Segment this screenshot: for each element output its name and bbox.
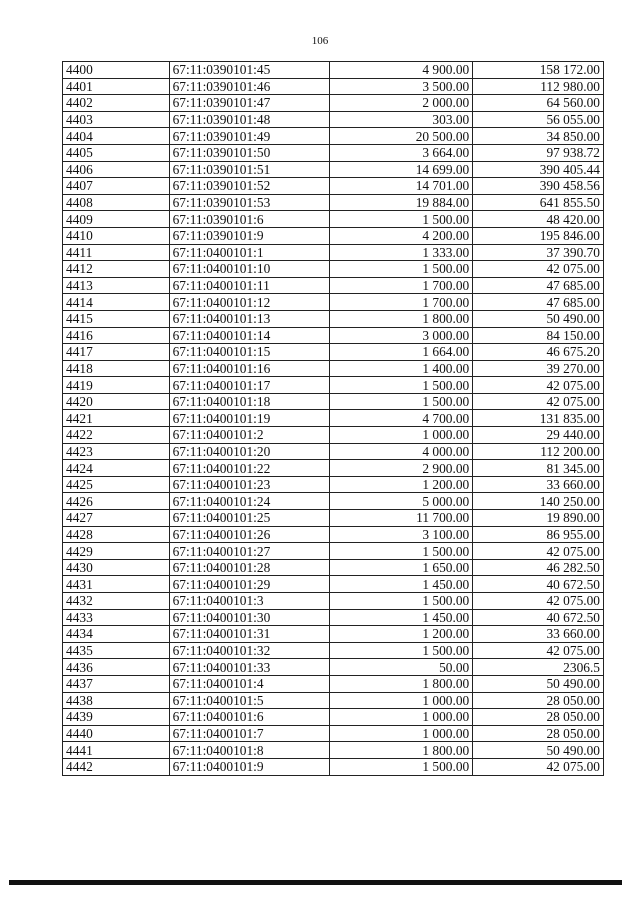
table-row: [63, 211, 604, 228]
row-number-cell: 4411: [63, 244, 170, 261]
value-cell: 2306.5: [473, 659, 604, 676]
area-cell: 1 400.00: [330, 360, 473, 377]
area-cell: 1 664.00: [330, 344, 473, 361]
value-cell: 40 672.50: [473, 609, 604, 626]
row-number-cell: 4434: [63, 626, 170, 643]
table-row: [63, 593, 604, 610]
area-cell: 2 900.00: [330, 460, 473, 477]
row-number-cell: 4414: [63, 294, 170, 311]
cadastral-number-cell: 67:11:0400101:10: [169, 261, 330, 278]
cadastral-number-cell: 67:11:0400101:25: [169, 510, 330, 527]
table-row: [63, 758, 604, 775]
value-cell: 37 390.70: [473, 244, 604, 261]
value-cell: 46 675.20: [473, 344, 604, 361]
cadastral-number-cell: 67:11:0400101:12: [169, 294, 330, 311]
cadastral-number-cell: 67:11:0400101:6: [169, 709, 330, 726]
area-cell: 11 700.00: [330, 510, 473, 527]
row-number-cell: 4412: [63, 261, 170, 278]
row-number-cell: 4404: [63, 128, 170, 145]
row-number-cell: 4437: [63, 675, 170, 692]
area-cell: 3 664.00: [330, 144, 473, 161]
value-cell: 42 075.00: [473, 642, 604, 659]
row-number-cell: 4401: [63, 78, 170, 95]
row-number-cell: 4405: [63, 144, 170, 161]
cadastral-number-cell: 67:11:0390101:45: [169, 62, 330, 79]
page-number: 106: [311, 35, 329, 47]
cadastral-number-cell: 67:11:0400101:5: [169, 692, 330, 709]
area-cell: 4 700.00: [330, 410, 473, 427]
value-cell: 47 685.00: [473, 277, 604, 294]
cadastral-number-cell: 67:11:0400101:2: [169, 427, 330, 444]
table-row: [63, 360, 604, 377]
cadastral-number-cell: 67:11:0400101:15: [169, 344, 330, 361]
row-number-cell: 4440: [63, 725, 170, 742]
table-row: [63, 111, 604, 128]
value-cell: 42 075.00: [473, 543, 604, 560]
cadastral-number-cell: 67:11:0400101:20: [169, 443, 330, 460]
value-cell: 28 050.00: [473, 692, 604, 709]
cadastral-number-cell: 67:11:0390101:51: [169, 161, 330, 178]
cadastral-number-cell: 67:11:0400101:16: [169, 360, 330, 377]
cadastral-number-cell: 67:11:0400101:29: [169, 576, 330, 593]
value-cell: 64 560.00: [473, 95, 604, 112]
row-number-cell: 4432: [63, 593, 170, 610]
value-cell: 34 850.00: [473, 128, 604, 145]
cadastral-number-cell: 67:11:0400101:31: [169, 626, 330, 643]
table-row: [63, 659, 604, 676]
value-cell: 47 685.00: [473, 294, 604, 311]
value-cell: 50 490.00: [473, 742, 604, 759]
row-number-cell: 4439: [63, 709, 170, 726]
table-row: [63, 510, 604, 527]
value-cell: 28 050.00: [473, 709, 604, 726]
value-cell: 33 660.00: [473, 626, 604, 643]
row-number-cell: 4421: [63, 410, 170, 427]
area-cell: 19 884.00: [330, 194, 473, 211]
value-cell: 158 172.00: [473, 62, 604, 79]
value-cell: 195 846.00: [473, 227, 604, 244]
row-number-cell: 4407: [63, 178, 170, 195]
table-row: [63, 576, 604, 593]
table-row: [63, 692, 604, 709]
table-row: [63, 277, 604, 294]
cadastral-number-cell: 67:11:0400101:13: [169, 310, 330, 327]
area-cell: 1 500.00: [330, 543, 473, 560]
row-number-cell: 4415: [63, 310, 170, 327]
table-row: [63, 227, 604, 244]
area-cell: 14 699.00: [330, 161, 473, 178]
value-cell: 50 490.00: [473, 310, 604, 327]
table-row: [63, 427, 604, 444]
area-cell: 1 500.00: [330, 211, 473, 228]
area-cell: 1 000.00: [330, 725, 473, 742]
table-row: [63, 294, 604, 311]
registry-table: [62, 61, 604, 776]
value-cell: 112 980.00: [473, 78, 604, 95]
table-row: [63, 460, 604, 477]
cadastral-number-cell: 67:11:0390101:9: [169, 227, 330, 244]
cadastral-number-cell: 67:11:0400101:7: [169, 725, 330, 742]
cadastral-number-cell: 67:11:0400101:23: [169, 476, 330, 493]
table-row: [63, 161, 604, 178]
table-row: [63, 327, 604, 344]
bottom-rule: [9, 880, 622, 885]
value-cell: 84 150.00: [473, 327, 604, 344]
row-number-cell: 4425: [63, 476, 170, 493]
table-row: [63, 609, 604, 626]
cadastral-number-cell: 67:11:0400101:32: [169, 642, 330, 659]
registry-table-body: [63, 62, 604, 776]
row-number-cell: 4409: [63, 211, 170, 228]
value-cell: 42 075.00: [473, 377, 604, 394]
table-row: [63, 62, 604, 79]
cadastral-number-cell: 67:11:0390101:47: [169, 95, 330, 112]
table-row: [63, 244, 604, 261]
table-row: [63, 559, 604, 576]
table-row: [63, 144, 604, 161]
area-cell: 1 500.00: [330, 642, 473, 659]
cadastral-number-cell: 67:11:0390101:53: [169, 194, 330, 211]
cadastral-number-cell: 67:11:0400101:24: [169, 493, 330, 510]
row-number-cell: 4400: [63, 62, 170, 79]
area-cell: 1 500.00: [330, 377, 473, 394]
value-cell: 81 345.00: [473, 460, 604, 477]
cadastral-number-cell: 67:11:0390101:46: [169, 78, 330, 95]
table-row: [63, 310, 604, 327]
cadastral-number-cell: 67:11:0400101:26: [169, 526, 330, 543]
row-number-cell: 4413: [63, 277, 170, 294]
table-row: [63, 543, 604, 560]
area-cell: 4 200.00: [330, 227, 473, 244]
value-cell: 42 075.00: [473, 758, 604, 775]
table-row: [63, 128, 604, 145]
value-cell: 390 405.44: [473, 161, 604, 178]
area-cell: 50.00: [330, 659, 473, 676]
area-cell: 1 500.00: [330, 593, 473, 610]
row-number-cell: 4433: [63, 609, 170, 626]
table-row: [63, 78, 604, 95]
value-cell: 42 075.00: [473, 593, 604, 610]
cadastral-number-cell: 67:11:0400101:33: [169, 659, 330, 676]
table-row: [63, 410, 604, 427]
value-cell: 29 440.00: [473, 427, 604, 444]
area-cell: 1 700.00: [330, 277, 473, 294]
area-cell: 1 800.00: [330, 310, 473, 327]
area-cell: 1 800.00: [330, 742, 473, 759]
row-number-cell: 4426: [63, 493, 170, 510]
area-cell: 4 000.00: [330, 443, 473, 460]
value-cell: 40 672.50: [473, 576, 604, 593]
row-number-cell: 4428: [63, 526, 170, 543]
area-cell: 1 333.00: [330, 244, 473, 261]
cadastral-number-cell: 67:11:0400101:14: [169, 327, 330, 344]
area-cell: 1 650.00: [330, 559, 473, 576]
value-cell: 97 938.72: [473, 144, 604, 161]
table-row: [63, 526, 604, 543]
row-number-cell: 4441: [63, 742, 170, 759]
area-cell: 1 700.00: [330, 294, 473, 311]
area-cell: 1 000.00: [330, 427, 473, 444]
row-number-cell: 4419: [63, 377, 170, 394]
cadastral-number-cell: 67:11:0400101:8: [169, 742, 330, 759]
cadastral-number-cell: 67:11:0400101:3: [169, 593, 330, 610]
cadastral-number-cell: 67:11:0400101:9: [169, 758, 330, 775]
area-cell: 1 500.00: [330, 393, 473, 410]
row-number-cell: 4410: [63, 227, 170, 244]
row-number-cell: 4420: [63, 393, 170, 410]
area-cell: 5 000.00: [330, 493, 473, 510]
area-cell: 4 900.00: [330, 62, 473, 79]
row-number-cell: 4418: [63, 360, 170, 377]
value-cell: 28 050.00: [473, 725, 604, 742]
row-number-cell: 4403: [63, 111, 170, 128]
row-number-cell: 4406: [63, 161, 170, 178]
value-cell: 390 458.56: [473, 178, 604, 195]
area-cell: 1 500.00: [330, 758, 473, 775]
area-cell: 1 200.00: [330, 476, 473, 493]
cadastral-number-cell: 67:11:0390101:50: [169, 144, 330, 161]
area-cell: 1 000.00: [330, 692, 473, 709]
area-cell: 3 100.00: [330, 526, 473, 543]
row-number-cell: 4424: [63, 460, 170, 477]
cadastral-number-cell: 67:11:0400101:1: [169, 244, 330, 261]
area-cell: 1 800.00: [330, 675, 473, 692]
row-number-cell: 4429: [63, 543, 170, 560]
area-cell: 3 000.00: [330, 327, 473, 344]
cadastral-number-cell: 67:11:0400101:22: [169, 460, 330, 477]
row-number-cell: 4416: [63, 327, 170, 344]
table-row: [63, 393, 604, 410]
table-row: [63, 709, 604, 726]
value-cell: 56 055.00: [473, 111, 604, 128]
table-row: [63, 642, 604, 659]
value-cell: 46 282.50: [473, 559, 604, 576]
cadastral-number-cell: 67:11:0400101:27: [169, 543, 330, 560]
cadastral-number-cell: 67:11:0400101:30: [169, 609, 330, 626]
table-row: [63, 178, 604, 195]
value-cell: 19 890.00: [473, 510, 604, 527]
cadastral-number-cell: 67:11:0400101:19: [169, 410, 330, 427]
area-cell: 2 000.00: [330, 95, 473, 112]
value-cell: 33 660.00: [473, 476, 604, 493]
row-number-cell: 4408: [63, 194, 170, 211]
cadastral-number-cell: 67:11:0390101:52: [169, 178, 330, 195]
row-number-cell: 4402: [63, 95, 170, 112]
value-cell: 39 270.00: [473, 360, 604, 377]
value-cell: 50 490.00: [473, 675, 604, 692]
cadastral-number-cell: 67:11:0390101:48: [169, 111, 330, 128]
row-number-cell: 4427: [63, 510, 170, 527]
table-row: [63, 443, 604, 460]
area-cell: 1 000.00: [330, 709, 473, 726]
cadastral-number-cell: 67:11:0400101:17: [169, 377, 330, 394]
area-cell: 1 450.00: [330, 576, 473, 593]
area-cell: 1 200.00: [330, 626, 473, 643]
row-number-cell: 4442: [63, 758, 170, 775]
table-row: [63, 476, 604, 493]
row-number-cell: 4430: [63, 559, 170, 576]
row-number-cell: 4423: [63, 443, 170, 460]
value-cell: 641 855.50: [473, 194, 604, 211]
table-row: [63, 377, 604, 394]
row-number-cell: 4435: [63, 642, 170, 659]
table-row: [63, 344, 604, 361]
table-row: [63, 261, 604, 278]
value-cell: 140 250.00: [473, 493, 604, 510]
table-row: [63, 626, 604, 643]
row-number-cell: 4436: [63, 659, 170, 676]
table-row: [63, 675, 604, 692]
table-row: [63, 493, 604, 510]
area-cell: 303.00: [330, 111, 473, 128]
value-cell: 131 835.00: [473, 410, 604, 427]
table-row: [63, 725, 604, 742]
cadastral-number-cell: 67:11:0400101:11: [169, 277, 330, 294]
table-row: [63, 95, 604, 112]
area-cell: 3 500.00: [330, 78, 473, 95]
area-cell: 14 701.00: [330, 178, 473, 195]
area-cell: 20 500.00: [330, 128, 473, 145]
value-cell: 86 955.00: [473, 526, 604, 543]
cadastral-number-cell: 67:11:0390101:6: [169, 211, 330, 228]
row-number-cell: 4438: [63, 692, 170, 709]
cadastral-number-cell: 67:11:0390101:49: [169, 128, 330, 145]
cadastral-number-cell: 67:11:0400101:28: [169, 559, 330, 576]
cadastral-number-cell: 67:11:0400101:4: [169, 675, 330, 692]
area-cell: 1 500.00: [330, 261, 473, 278]
area-cell: 1 450.00: [330, 609, 473, 626]
row-number-cell: 4431: [63, 576, 170, 593]
value-cell: 42 075.00: [473, 261, 604, 278]
cadastral-number-cell: 67:11:0400101:18: [169, 393, 330, 410]
table-row: [63, 742, 604, 759]
row-number-cell: 4422: [63, 427, 170, 444]
value-cell: 42 075.00: [473, 393, 604, 410]
value-cell: 48 420.00: [473, 211, 604, 228]
table-row: [63, 194, 604, 211]
value-cell: 112 200.00: [473, 443, 604, 460]
row-number-cell: 4417: [63, 344, 170, 361]
